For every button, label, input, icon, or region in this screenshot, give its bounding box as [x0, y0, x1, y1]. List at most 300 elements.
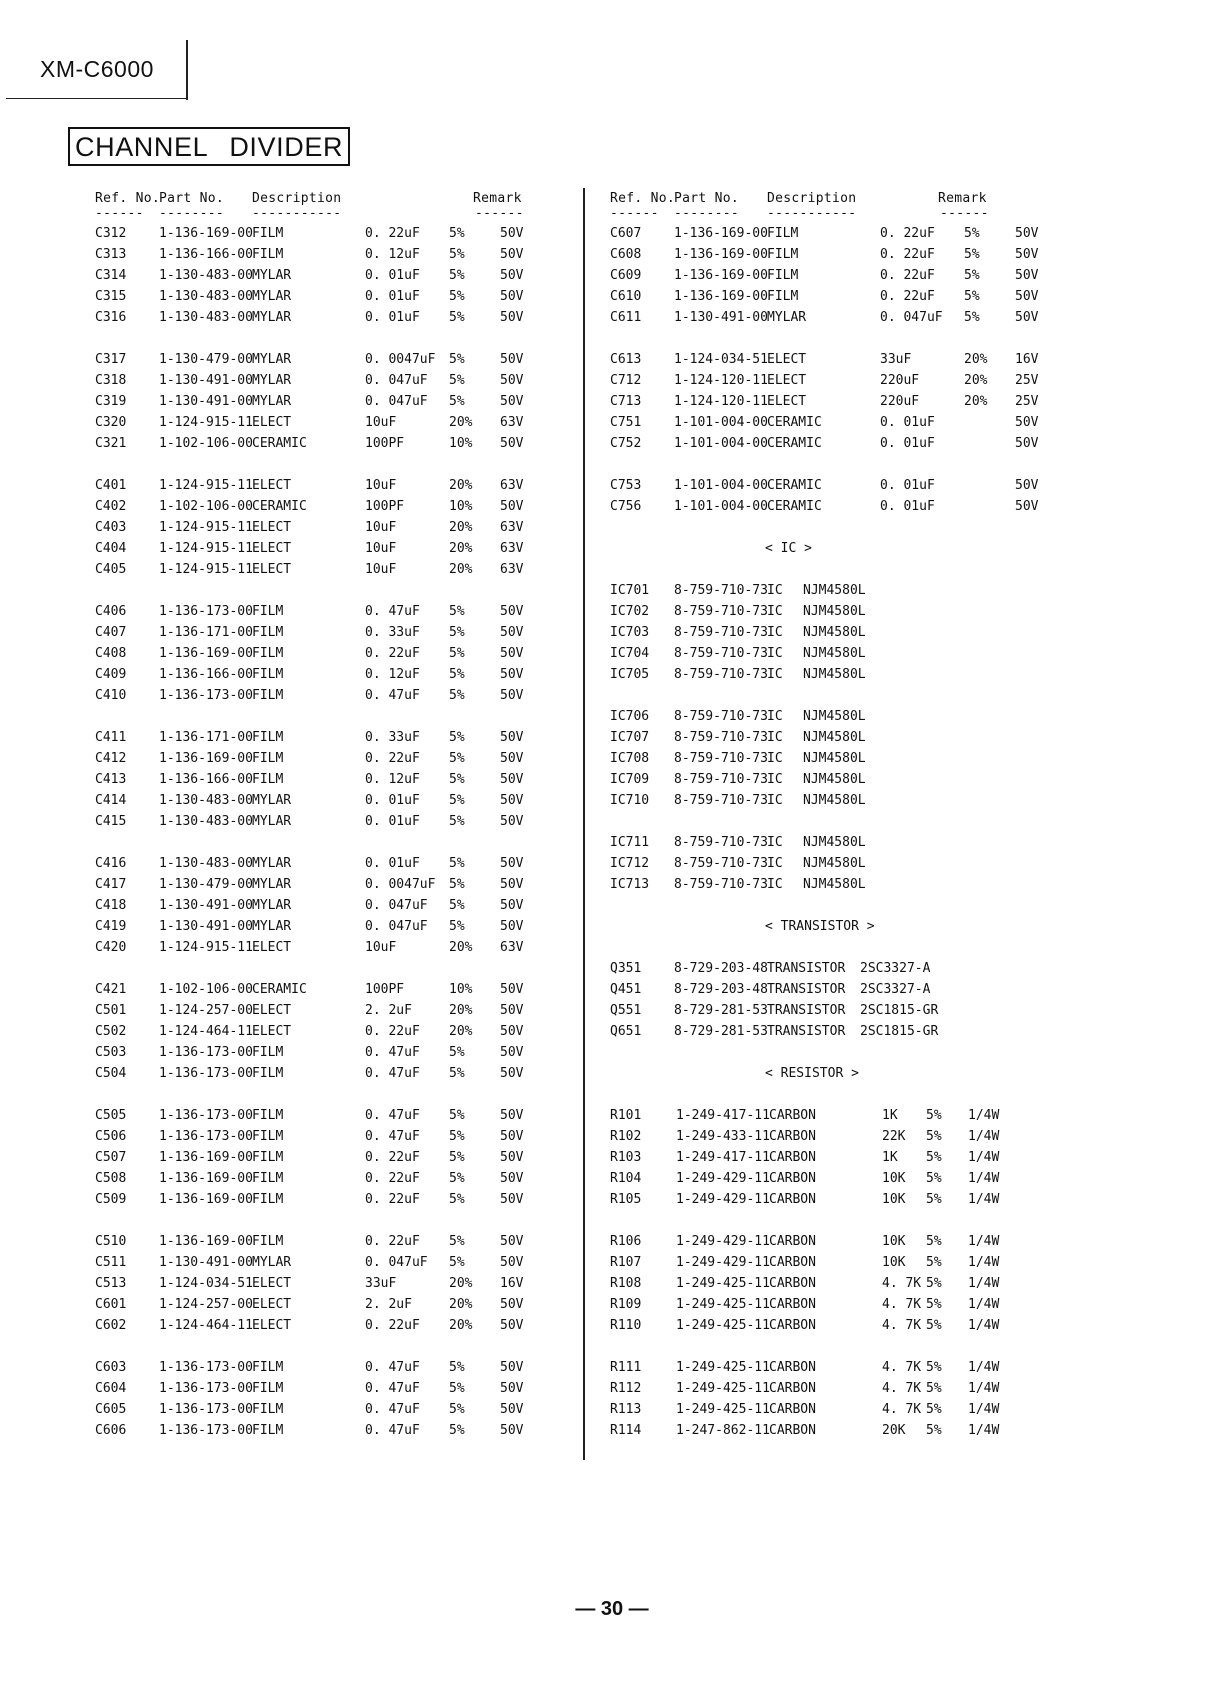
- column-divider: [583, 188, 585, 1460]
- tolerance: 5%: [449, 1234, 465, 1249]
- ref-no-header: Ref. No.: [610, 191, 676, 206]
- rating: 50V: [500, 751, 524, 766]
- tolerance: 5%: [926, 1129, 942, 1144]
- part-no: 8-759-710-73: [674, 751, 768, 766]
- table-row: [95, 622, 575, 643]
- ref-no: Q451: [610, 982, 642, 997]
- ref-no: R114: [610, 1423, 642, 1438]
- part-no: 1-124-915-11: [159, 415, 253, 430]
- rating: 50V: [500, 1024, 524, 1039]
- table-row: [610, 853, 1080, 874]
- remark-header: Remark: [938, 191, 987, 206]
- rating: 50V: [500, 772, 524, 787]
- resistance: 10K: [882, 1171, 906, 1186]
- description: FILM: [252, 247, 284, 262]
- part-no: 1-136-169-00: [159, 751, 253, 766]
- rating: 50V: [500, 499, 524, 514]
- description-header: Description: [252, 191, 342, 206]
- description: IC: [767, 730, 783, 745]
- table-row: [95, 349, 575, 370]
- ref-no: C509: [95, 1192, 127, 1207]
- ref-no: C412: [95, 751, 127, 766]
- subsection-heading: [610, 538, 1080, 559]
- value: 0. 47uF: [365, 1045, 420, 1060]
- part-no: 1-249-429-11: [676, 1171, 770, 1186]
- part-no: 1-124-915-11: [159, 541, 253, 556]
- tolerance: 5%: [926, 1297, 942, 1312]
- rating: 25V: [1015, 373, 1039, 388]
- wattage: 1/4W: [968, 1360, 1000, 1375]
- description: FILM: [767, 247, 799, 262]
- table-row: [610, 601, 1080, 622]
- part-no: 1-130-491-00: [159, 919, 253, 934]
- description: ELECT: [252, 1276, 292, 1291]
- tolerance: 5%: [449, 730, 465, 745]
- part-no: 1-249-417-11: [676, 1108, 770, 1123]
- ref-no: C416: [95, 856, 127, 871]
- rating: 50V: [500, 1192, 524, 1207]
- part-no: 8-759-710-73: [674, 709, 768, 724]
- ref-no: C320: [95, 415, 127, 430]
- tolerance: 5%: [926, 1255, 942, 1270]
- table-row: [95, 727, 575, 748]
- description: IC: [767, 793, 783, 808]
- description: CARBON: [769, 1318, 816, 1333]
- tolerance: 20%: [449, 478, 473, 493]
- part-name: NJM4580L: [803, 793, 866, 808]
- row-gap: [610, 811, 1080, 832]
- description: MYLAR: [252, 877, 292, 892]
- ref-no: C421: [95, 982, 127, 997]
- value: 0. 22uF: [365, 1171, 420, 1186]
- ref-no: C314: [95, 268, 127, 283]
- ref-no: IC703: [610, 625, 650, 640]
- description: TRANSISTOR: [767, 1024, 846, 1039]
- part-name: 2SC1815-GR: [860, 1003, 939, 1018]
- description: CARBON: [769, 1297, 816, 1312]
- rating: 63V: [500, 562, 524, 577]
- value: 10uF: [365, 562, 397, 577]
- table-row: [610, 664, 1080, 685]
- ref-no: C608: [610, 247, 642, 262]
- rating: 50V: [500, 1171, 524, 1186]
- description: MYLAR: [252, 352, 292, 367]
- ref-no: C418: [95, 898, 127, 913]
- part-no: 1-136-171-00: [159, 625, 253, 640]
- part-no-header: Part No.: [674, 191, 740, 206]
- description: FILM: [252, 688, 284, 703]
- table-row: [610, 370, 1080, 391]
- ref-no: C313: [95, 247, 127, 262]
- part-no: 1-249-425-11: [676, 1276, 770, 1291]
- rating: 50V: [500, 730, 524, 745]
- ref-no: C403: [95, 520, 127, 535]
- tolerance: 5%: [449, 898, 465, 913]
- table-row: [95, 979, 575, 1000]
- value: 0. 01uF: [880, 478, 935, 493]
- ref-no: C712: [610, 373, 642, 388]
- description: CERAMIC: [767, 415, 822, 430]
- description: FILM: [252, 1129, 284, 1144]
- value: 10uF: [365, 541, 397, 556]
- tolerance: 5%: [449, 688, 465, 703]
- description: CARBON: [769, 1108, 816, 1123]
- page-number: — 30 —: [575, 1598, 649, 1620]
- tolerance: 5%: [449, 646, 465, 661]
- resistance: 10K: [882, 1192, 906, 1207]
- tolerance: 5%: [449, 625, 465, 640]
- ref-no: C507: [95, 1150, 127, 1165]
- description: CERAMIC: [767, 436, 822, 451]
- rating: 63V: [500, 415, 524, 430]
- tolerance: 5%: [926, 1234, 942, 1249]
- part-no: 1-124-034-51: [674, 352, 768, 367]
- ref-no: C501: [95, 1003, 127, 1018]
- part-no: 1-136-173-00: [159, 1108, 253, 1123]
- resistance: 10K: [882, 1234, 906, 1249]
- tolerance: 10%: [449, 436, 473, 451]
- part-no: 1-101-004-00: [674, 415, 768, 430]
- value: 0. 47uF: [365, 1423, 420, 1438]
- value: 0. 22uF: [880, 226, 935, 241]
- ref-no: R107: [610, 1255, 642, 1270]
- description: IC: [767, 667, 783, 682]
- wattage: 1/4W: [968, 1192, 1000, 1207]
- tolerance: 5%: [449, 1360, 465, 1375]
- description: CARBON: [769, 1402, 816, 1417]
- model-number: XM-C6000: [40, 56, 154, 82]
- row-gap: [95, 1084, 575, 1105]
- rating: 50V: [1015, 436, 1039, 451]
- tolerance: 5%: [449, 667, 465, 682]
- table-row: [610, 1000, 1080, 1021]
- part-no: 8-759-710-73: [674, 583, 768, 598]
- tolerance: 5%: [449, 226, 465, 241]
- value: 2. 2uF: [365, 1003, 412, 1018]
- table-row: [95, 1273, 575, 1294]
- ref-no: C513: [95, 1276, 127, 1291]
- description: MYLAR: [767, 310, 807, 325]
- tolerance: 20%: [449, 562, 473, 577]
- ref-no: C318: [95, 373, 127, 388]
- part-no: 1-136-166-00: [159, 247, 253, 262]
- ref-no: R106: [610, 1234, 642, 1249]
- part-no: 8-759-710-73: [674, 604, 768, 619]
- subsection-heading: [610, 916, 1080, 937]
- resistance: 1K: [882, 1108, 898, 1123]
- rating: 50V: [500, 1381, 524, 1396]
- ref-no: C504: [95, 1066, 127, 1081]
- tolerance: 5%: [449, 772, 465, 787]
- rating: 50V: [500, 226, 524, 241]
- tolerance: 20%: [449, 1003, 473, 1018]
- part-no: 1-136-169-00: [674, 289, 768, 304]
- part-name: NJM4580L: [803, 646, 866, 661]
- parts-list-right: [610, 188, 1080, 1441]
- part-name: NJM4580L: [803, 709, 866, 724]
- table-row: [95, 475, 575, 496]
- description: FILM: [252, 667, 284, 682]
- ref-no: IC701: [610, 583, 650, 598]
- value: 0. 47uF: [365, 1108, 420, 1123]
- table-row: [610, 307, 1080, 328]
- description: IC: [767, 583, 783, 598]
- value: 0. 22uF: [880, 268, 935, 283]
- value: 0. 22uF: [365, 1150, 420, 1165]
- rating: 50V: [500, 625, 524, 640]
- part-no: 1-249-417-11: [676, 1150, 770, 1165]
- value: 0. 22uF: [365, 1192, 420, 1207]
- table-row: [610, 1105, 1080, 1126]
- description: MYLAR: [252, 310, 292, 325]
- part-no: 1-124-915-11: [159, 562, 253, 577]
- row-gap: [610, 454, 1080, 475]
- ref-no: IC712: [610, 856, 650, 871]
- part-no: 1-130-483-00: [159, 856, 253, 871]
- tolerance: 5%: [926, 1423, 942, 1438]
- part-name: NJM4580L: [803, 625, 866, 640]
- description: FILM: [252, 1108, 284, 1123]
- value: 0. 47uF: [365, 1381, 420, 1396]
- value: 0. 01uF: [365, 268, 420, 283]
- table-row: [610, 496, 1080, 517]
- table-row: [610, 769, 1080, 790]
- description: TRANSISTOR: [767, 982, 846, 997]
- table-row: [610, 391, 1080, 412]
- part-no: 1-136-169-00: [159, 1150, 253, 1165]
- value: 0. 47uF: [365, 604, 420, 619]
- ref-no: C510: [95, 1234, 127, 1249]
- tolerance: 5%: [449, 1129, 465, 1144]
- part-no: 1-130-483-00: [159, 310, 253, 325]
- part-no: 1-249-425-11: [676, 1402, 770, 1417]
- value: 0. 01uF: [880, 415, 935, 430]
- wattage: 1/4W: [968, 1171, 1000, 1186]
- rating: 50V: [1015, 310, 1039, 325]
- rating: 50V: [500, 877, 524, 892]
- value: 100PF: [365, 499, 405, 514]
- value: 10uF: [365, 478, 397, 493]
- ref-no: C751: [610, 415, 642, 430]
- description: CARBON: [769, 1234, 816, 1249]
- part-no: 1-136-169-00: [159, 1171, 253, 1186]
- table-row: [610, 1189, 1080, 1210]
- description: CARBON: [769, 1171, 816, 1186]
- table-row: [95, 685, 575, 706]
- description: FILM: [252, 625, 284, 640]
- ref-no: C502: [95, 1024, 127, 1039]
- table-row: [95, 1063, 575, 1084]
- description: IC: [767, 835, 783, 850]
- tolerance: 5%: [449, 268, 465, 283]
- ref-no: C607: [610, 226, 642, 241]
- row-gap: [610, 685, 1080, 706]
- row-gap: [610, 559, 1080, 580]
- subsection-label: < TRANSISTOR >: [765, 919, 875, 934]
- description: FILM: [252, 1423, 284, 1438]
- rating: 50V: [500, 373, 524, 388]
- rating: 50V: [500, 856, 524, 871]
- ref-no: C321: [95, 436, 127, 451]
- description: FILM: [252, 646, 284, 661]
- description: ELECT: [252, 415, 292, 430]
- ref-no: R108: [610, 1276, 642, 1291]
- row-gap: [610, 517, 1080, 538]
- tolerance: 5%: [449, 1423, 465, 1438]
- value: 0. 047uF: [365, 898, 428, 913]
- description: FILM: [252, 1066, 284, 1081]
- table-row: [610, 475, 1080, 496]
- ref-no: IC705: [610, 667, 650, 682]
- table-row: [95, 370, 575, 391]
- row-gap: [95, 706, 575, 727]
- table-row: [95, 433, 575, 454]
- description: FILM: [252, 1150, 284, 1165]
- rating: 50V: [500, 394, 524, 409]
- rating: 50V: [1015, 247, 1039, 262]
- rating: 16V: [1015, 352, 1039, 367]
- part-no: 1-249-429-11: [676, 1192, 770, 1207]
- part-name: NJM4580L: [803, 835, 866, 850]
- table-row: [95, 1399, 575, 1420]
- ref-no: C611: [610, 310, 642, 325]
- table-row: [95, 1252, 575, 1273]
- tolerance: 5%: [926, 1360, 942, 1375]
- table-row: [610, 223, 1080, 244]
- part-no: 1-136-173-00: [159, 1402, 253, 1417]
- table-row: [95, 790, 575, 811]
- part-no: 1-249-433-11: [676, 1129, 770, 1144]
- part-no: 1-130-483-00: [159, 289, 253, 304]
- tolerance: 5%: [926, 1192, 942, 1207]
- ref-no: IC709: [610, 772, 650, 787]
- ref-no: C408: [95, 646, 127, 661]
- value: 0. 22uF: [365, 1234, 420, 1249]
- ref-no: C312: [95, 226, 127, 241]
- table-row: [95, 1378, 575, 1399]
- value: 0. 22uF: [880, 247, 935, 262]
- row-gap: [95, 328, 575, 349]
- value: 0. 01uF: [365, 289, 420, 304]
- part-no: 8-759-710-73: [674, 667, 768, 682]
- rating: 50V: [500, 352, 524, 367]
- part-no: 1-249-425-11: [676, 1318, 770, 1333]
- rating: 50V: [500, 604, 524, 619]
- wattage: 1/4W: [968, 1297, 1000, 1312]
- part-no: 1-249-425-11: [676, 1297, 770, 1312]
- value: 0. 047uF: [880, 310, 943, 325]
- part-name: NJM4580L: [803, 751, 866, 766]
- part-no: 1-130-491-00: [159, 898, 253, 913]
- table-row: [610, 1294, 1080, 1315]
- row-gap: [95, 580, 575, 601]
- table-row: [95, 937, 575, 958]
- description: MYLAR: [252, 1255, 292, 1270]
- part-no: 8-759-710-73: [674, 646, 768, 661]
- rating: 50V: [500, 688, 524, 703]
- description: IC: [767, 709, 783, 724]
- wattage: 1/4W: [968, 1402, 1000, 1417]
- rating: 50V: [500, 1234, 524, 1249]
- description: TRANSISTOR: [767, 1003, 846, 1018]
- tolerance: 5%: [964, 310, 980, 325]
- tolerance: 5%: [926, 1402, 942, 1417]
- rating: 50V: [500, 1108, 524, 1123]
- ref-no: C609: [610, 268, 642, 283]
- part-name: 2SC3327-A: [860, 982, 931, 997]
- ref-no: C420: [95, 940, 127, 955]
- part-no: 1-249-425-11: [676, 1360, 770, 1375]
- table-row: [610, 727, 1080, 748]
- tolerance: 5%: [926, 1108, 942, 1123]
- part-no: 1-136-166-00: [159, 667, 253, 682]
- value: 10uF: [365, 940, 397, 955]
- rating: 50V: [500, 247, 524, 262]
- ref-no: C319: [95, 394, 127, 409]
- part-no: 8-729-281-53: [674, 1024, 768, 1039]
- tolerance: 5%: [449, 793, 465, 808]
- ref-no: C752: [610, 436, 642, 451]
- table-row: [610, 1126, 1080, 1147]
- part-name: NJM4580L: [803, 730, 866, 745]
- resistance: 4. 7K: [882, 1402, 922, 1417]
- description: CARBON: [769, 1255, 816, 1270]
- description: FILM: [767, 268, 799, 283]
- part-no: 1-130-491-00: [159, 1255, 253, 1270]
- part-no: 1-124-257-00: [159, 1297, 253, 1312]
- part-no: 1-136-173-00: [159, 604, 253, 619]
- value: 100PF: [365, 436, 405, 451]
- ref-no: C401: [95, 478, 127, 493]
- row-gap: [95, 1210, 575, 1231]
- table-row: [610, 580, 1080, 601]
- header-divider: [186, 40, 188, 100]
- ref-no: C317: [95, 352, 127, 367]
- description: ELECT: [252, 1024, 292, 1039]
- table-row: [95, 664, 575, 685]
- description: FILM: [252, 730, 284, 745]
- wattage: 1/4W: [968, 1108, 1000, 1123]
- ref-no: IC706: [610, 709, 650, 724]
- rating: 50V: [500, 1066, 524, 1081]
- description: FILM: [252, 1171, 284, 1186]
- tolerance: 5%: [449, 1066, 465, 1081]
- remark-underline: ------: [475, 206, 524, 221]
- table-row: [95, 811, 575, 832]
- table-row: [610, 1147, 1080, 1168]
- table-row: [95, 643, 575, 664]
- ref-no: C505: [95, 1108, 127, 1123]
- ref-no: C414: [95, 793, 127, 808]
- part-no: 1-130-483-00: [159, 793, 253, 808]
- rating: 50V: [1015, 499, 1039, 514]
- part-no: 1-136-173-00: [159, 1360, 253, 1375]
- table-row: [95, 1105, 575, 1126]
- resistance: 10K: [882, 1255, 906, 1270]
- ref-no: C511: [95, 1255, 127, 1270]
- ref-no: IC713: [610, 877, 650, 892]
- part-no: 8-729-203-48: [674, 961, 768, 976]
- table-row: [95, 748, 575, 769]
- tolerance: 5%: [449, 1171, 465, 1186]
- description: CERAMIC: [252, 436, 307, 451]
- tolerance: 5%: [449, 373, 465, 388]
- rating: 50V: [1015, 478, 1039, 493]
- ref-no: IC710: [610, 793, 650, 808]
- table-row: [95, 1294, 575, 1315]
- row-gap: [95, 832, 575, 853]
- description: FILM: [767, 226, 799, 241]
